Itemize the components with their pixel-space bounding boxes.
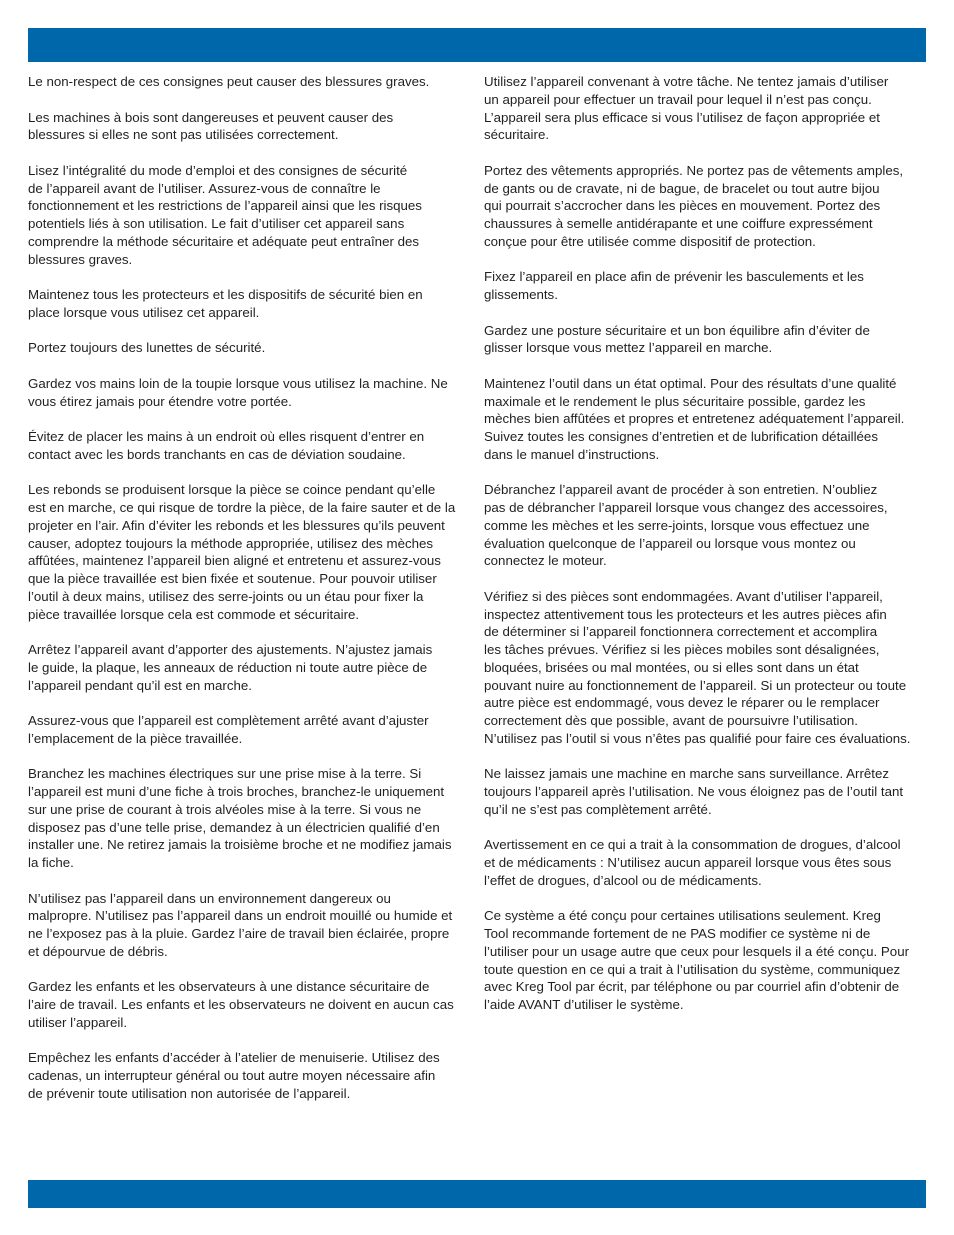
header-band [28,28,926,62]
paragraph: Arrêtez l’appareil avant d’apporter des ajustements. N’ajustez jamais le guide, la plaque, les anneaux de réduction ni toute autre pièce de l’appareil pendant qu’il est en marche. [28,642,433,693]
paragraph: Empêchez les enfants d’accéder à l’atelier de menuiserie. Utilisez des cadenas, un interrupteur général ou tout autre moyen nécessaire afin de prévenir toute utilisation non autorisée de l’appareil. [28,1050,440,1101]
paragraph: Utilisez l’appareil convenant à votre tâche. Ne tentez jamais d’utiliser un appareil pour effectuer un travail pour lequel il n’est pas conçu. L’appareil sera plus efficace si vous l’utilisez de façon appropriée et sécuritaire. [484,74,889,143]
paragraph: Avertissement en ce qui a trait à la consommation de drogues, d’alcool et de médicaments : N’utilisez aucun appareil lorsque vous êtes sous l’effet de drogues, d’alcool ou de médicaments. [484,837,901,888]
paragraph: Portez des vêtements appropriés. Ne portez pas de vêtements amples, de gants ou de cravate, ni de bague, de bracelet ou tout autre bijou qui pourrait s’accrocher dans les pièces en mouvement. Portez des chaussures à semelle antidérapante et une coiffure expressément conçue pour être utilisée comme dispositif de protection. [484,162,904,249]
paragraph: Portez toujours des lunettes de sécurité. [28,340,266,356]
paragraph: Ce système a été conçu pour certaines utilisations seulement. Kreg Tool recommande fortement de ne PAS modifier ce système ni de l’utiliser pour un usage autre que ceux pour lesquels il a été conçu. Pour toute question en ce qui a trait à l’utilisation du système, communiquez avec Kreg Tool par écrit, par téléphone ou par courriel afin d’obtenir de l’aide AVANT d’utiliser le système. [484,908,910,1012]
paragraph: Gardez vos mains loin de la toupie lorsque vous utilisez la machine. Ne vous étirez jamais pour étendre votre portée. [28,375,448,409]
paragraph: Lisez l’intégralité du mode d’emploi et des consignes de sécurité de l’appareil avant de l’utiliser. Assurez-vous de connaître le fonctionnement et les restrictions de l’appareil ainsi que les risques potentiels liés à son utilisation. Le fait d’utiliser cet appareil sans comprendre la méthode sécuritaire et adéquate peut entraîner des blessures graves. [28,162,422,267]
right-column [484,73,930,1032]
paragraph: Vérifiez si des pièces sont endommagées. Avant d’utiliser l’appareil, inspectez attentivement tous les protecteurs et les autres pièces afin de déterminer si l’appareil fonctionnera correctement et accomplira les tâches prévues. Vérifiez si les pièces mobiles sont désalignées, bloquées, brisées ou mal montées, ou si elles sont dans un état pouvant nuire au fonctionnement de l’appareil. Si un protecteur ou toute autre pièce est endommagé, vous devez le réparer ou le remplacer correctement dès que possible, avant de poursuivre l’utilisation. N’utilisez pas l’outil si vous n’êtes pas qualifié pour faire ces évaluations. [484,588,911,746]
paragraph: Les rebonds se produisent lorsque la pièce se coince pendant qu’elle est en marche, ce qui risque de tordre la pièce, de la faire sauter et de la projeter en l’air. Afin d’éviter les rebonds et les blessures qu’ils peuvent causer, adoptez toujours la méthode appropriée, utilisez des mèches affûtées, maintenez l’appareil bien aligné et entretenu et assurez-vous que la pièce travaillée est bien fixée et soutenue. Pour pouvoir utiliser l’outil à deux mains, utilisez des serre-joints ou un étau pour fixer la pièce travaillée lorsque cela est commode et sécuritaire. [28,482,456,622]
paragraph: Maintenez tous les protecteurs et les dispositifs de sécurité bien en place lorsque vous utilisez cet appareil. [28,287,423,320]
paragraph: Évitez de placer les mains à un endroit où elles risquent d’entrer en contact avec les bords tranchants en cas de déviation soudaine. [28,429,425,462]
paragraph: Assurez-vous que l’appareil est complètement arrêté avant d’ajuster l’emplacement de la pièce travaillée. [28,713,429,746]
footer-band [28,1180,926,1208]
paragraph: N’utilisez pas l’appareil dans un environnement dangereux ou malpropre. N’utilisez pas l’appareil dans un endroit mouillé ou humide et ne l’exposez pas à la pluie. Gardez l’aire de travail bien éclairée, propre et dépourvue de débris. [28,890,453,959]
paragraph: Le non-respect de ces consignes peut causer des blessures graves. [28,74,430,89]
paragraph: Fixez l’appareil en place afin de prévenir les basculements et les glissements. [484,269,864,302]
paragraph: Ne laissez jamais une machine en marche sans surveillance. Arrêtez toujours l’appareil après l’utilisation. Ne vous éloignez pas de l’outil tant qu’il ne s’est pas complètement arrêté. [484,766,904,817]
paragraph: Gardez les enfants et les observateurs à une distance sécuritaire de l’aire de travail. Les enfants et les observateurs ne doivent en aucun cas utiliser l’appareil. [28,979,454,1030]
paragraph: Maintenez l’outil dans un état optimal. Pour des résultats d’une qualité maximale et le rendement le plus sécuritaire possible, gardez les mèches bien affûtées et propres et entretenez adéquatement l’appareil. Suivez toutes les consignes d’entretien et de lubrification détaillées dans le manuel d’instructions. [484,375,905,462]
paragraph: Branchez les machines électriques sur une prise mise à la terre. Si l’appareil est muni d’une fiche à trois broches, branchez-le uniquement sur une prise de courant à trois alvéoles mise à la terre. Si vous ne disposez pas d’une telle prise, demandez à un électricien qualifié d’en installer une. Ne retirez jamais la troisième broche et ne modifiez jamais la fiche. [28,766,452,870]
paragraph: Débranchez l’appareil avant de procéder à son entretien. N’oubliez pas de débrancher l’appareil lorsque vous changez des accessoires, comme les mèches et les serre-joints, lorsque vous effectuez une évaluation quelconque de l’appareil ou lorsque vous montez ou connectez le moteur. [484,482,888,569]
paragraph: Les machines à bois sont dangereuses et peuvent causer des blessures si elles ne sont pas utilisées correctement. [28,109,394,143]
left-column [28,73,474,1120]
paragraph: Gardez une posture sécuritaire et un bon équilibre afin d’éviter de glisser lorsque vous mettez l’appareil en marche. [484,322,870,356]
